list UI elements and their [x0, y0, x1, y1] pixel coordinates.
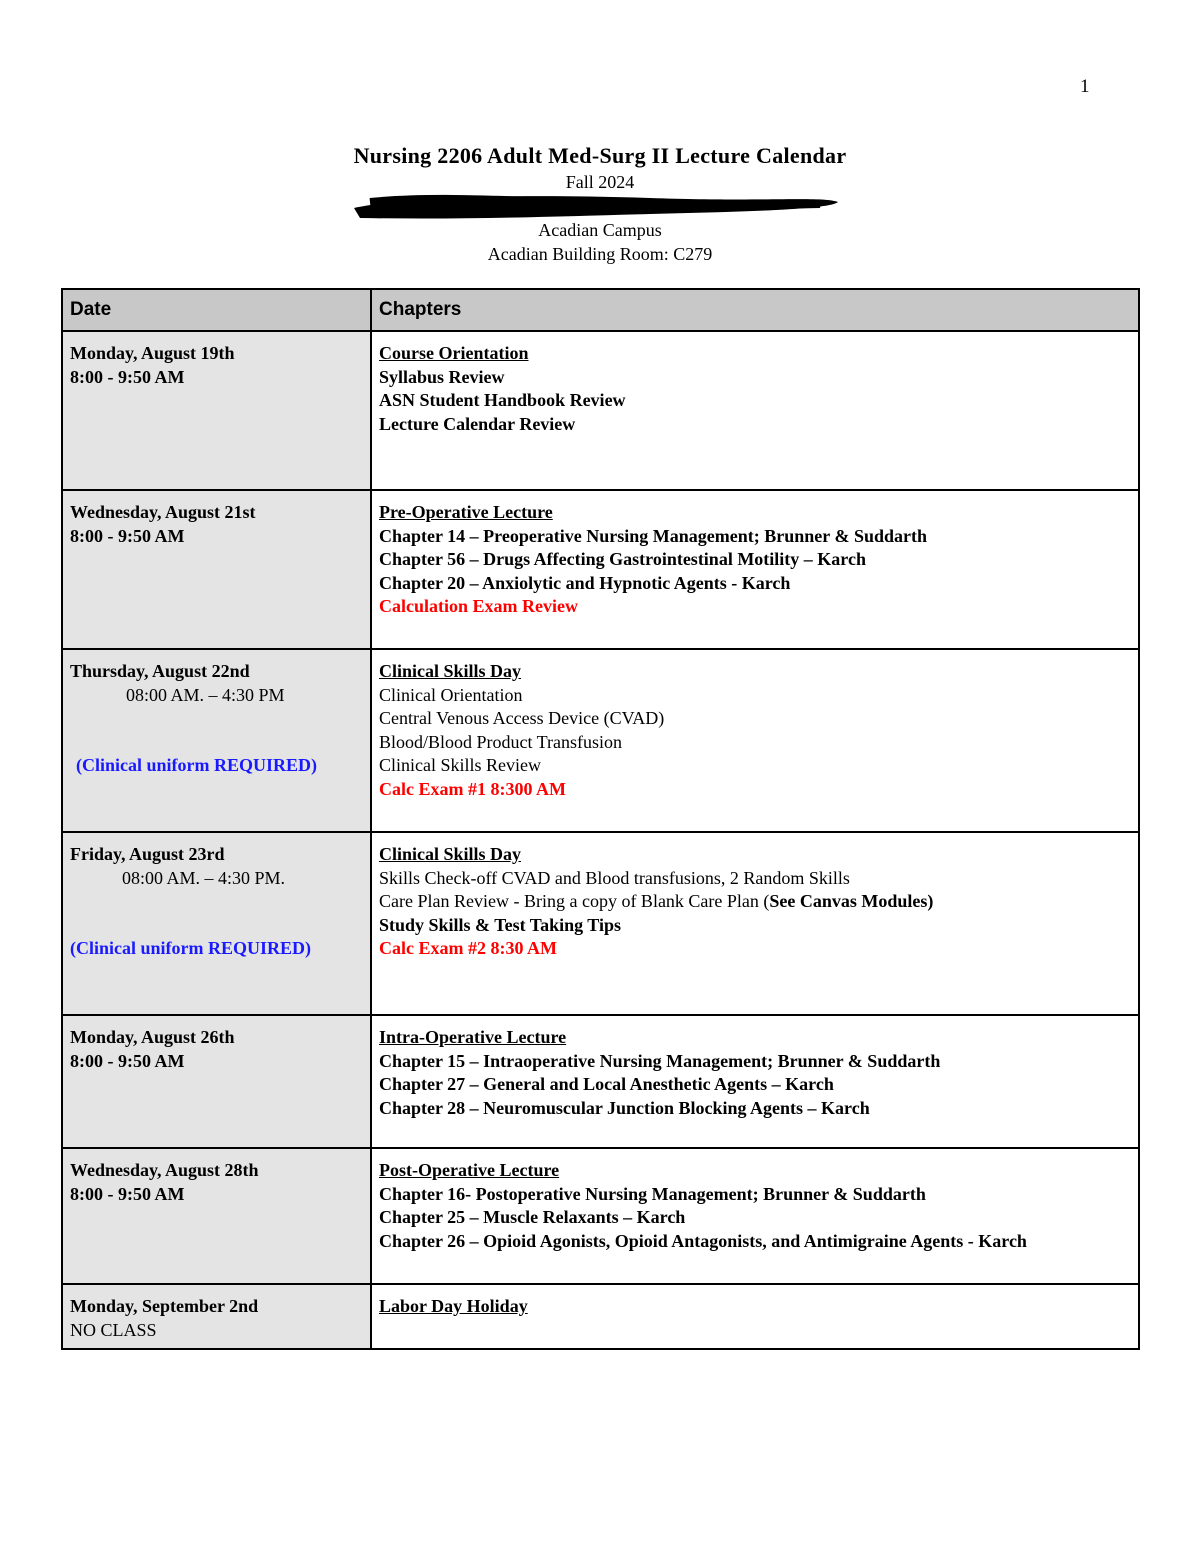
table-row [62, 832, 1139, 1015]
room: Acadian Building Room: C279 [487, 244, 713, 264]
table-header-row [62, 289, 1139, 331]
exam-alert: Calculation Exam Review [379, 596, 578, 616]
list-item: Chapter 25 – Muscle Relaxants – Karch [379, 1207, 686, 1227]
list-item: Chapter 15 – Intraoperative Nursing Management; Brunner & Suddarth [379, 1050, 941, 1071]
list-item: Chapter 14 – Preoperative Nursing Management; Brunner & Suddarth [379, 525, 927, 546]
chapters-cell [371, 1015, 1139, 1148]
exam-alert: Calc Exam #2 8:30 AM [379, 938, 557, 958]
canvas-modules-ref: See Canvas Modules) [769, 891, 934, 911]
date-label: Monday, September 2nd [70, 1296, 259, 1316]
document-title: Nursing 2206 Adult Med-Surg II Lecture Calendar [353, 143, 847, 168]
uniform-note: (Clinical uniform REQUIRED) [76, 755, 318, 775]
time-label: 08:00 AM. – 4:30 PM. [122, 867, 286, 888]
table-row [62, 1284, 1139, 1349]
topic-title: Labor Day Holiday [379, 1296, 528, 1316]
list-item: Blood/Blood Product Transfusion [379, 731, 623, 752]
date-cell [62, 649, 371, 832]
date-label: Friday, August 23rd [70, 844, 225, 864]
term: Fall 2024 [565, 172, 635, 192]
list-item: Study Skills & Test Taking Tips [379, 914, 621, 935]
list-item: Clinical Orientation [379, 684, 523, 705]
date-label: Monday, August 19th [70, 343, 235, 363]
table-row [62, 1015, 1139, 1148]
date-cell [62, 1015, 371, 1148]
list-item: ASN Student Handbook Review [379, 390, 626, 410]
chapters-cell [371, 490, 1139, 649]
list-item: Chapter 20 – Anxiolytic and Hypnotic Agents - Karch [379, 572, 791, 593]
exam-alert: Calc Exam #1 8:300 AM [379, 778, 566, 799]
list-item: Chapter 16- Postoperative Nursing Management; Brunner & Suddarth [379, 1183, 926, 1204]
chapters-cell [371, 649, 1139, 832]
list-item: Lecture Calendar Review [379, 413, 576, 434]
date-label: Monday, August 26th [70, 1027, 235, 1047]
time-label: 08:00 AM. – 4:30 PM [126, 684, 285, 705]
time-label: 8:00 - 9:50 AM [70, 1050, 185, 1071]
list-item: Chapter 27 – General and Local Anesthetic Agents – Karch [379, 1074, 834, 1094]
redaction-scribble [350, 192, 842, 222]
date-cell [62, 1148, 371, 1284]
time-label: 8:00 - 9:50 AM [70, 366, 185, 387]
column-header-date: Date [62, 289, 371, 331]
topic-title: Clinical Skills Day [379, 844, 522, 864]
topic-title: Pre-Operative Lecture [379, 502, 553, 522]
care-plan-text: Care Plan Review - Bring a copy of Blank Care Plan ( [379, 891, 770, 911]
date-label: Wednesday, August 28th [70, 1160, 259, 1180]
date-cell [62, 832, 371, 1015]
chapters-cell [371, 1284, 1139, 1349]
topic-title: Post-Operative Lecture [379, 1160, 560, 1180]
chapters-cell [371, 1148, 1139, 1284]
time-label: 8:00 - 9:50 AM [70, 1183, 185, 1204]
list-item [379, 890, 1131, 914]
date-cell [62, 1284, 371, 1349]
table-row [62, 649, 1139, 832]
time-label: 8:00 - 9:50 AM [70, 525, 185, 546]
lecture-calendar-table [61, 288, 1140, 1350]
chapters-cell [371, 832, 1139, 1015]
date-label: Thursday, August 22nd [70, 661, 250, 681]
time-label: NO CLASS [70, 1319, 157, 1340]
table-row [62, 490, 1139, 649]
topic-title: Clinical Skills Day [379, 661, 522, 681]
list-item: Chapter 56 – Drugs Affecting Gastrointestinal Motility – Karch [379, 549, 866, 569]
list-item: Central Venous Access Device (CVAD) [379, 708, 665, 728]
date-cell [62, 490, 371, 649]
list-item: Chapter 28 – Neuromuscular Junction Blocking Agents – Karch [379, 1097, 870, 1118]
table-row [62, 1148, 1139, 1284]
list-item: Clinical Skills Review [379, 755, 541, 775]
date-cell [62, 331, 371, 490]
date-label: Wednesday, August 21st [70, 502, 256, 522]
list-item: Syllabus Review [379, 366, 505, 387]
campus: Acadian Campus [538, 220, 662, 240]
column-header-chapters: Chapters [371, 289, 1139, 331]
page-number: 1 [1080, 76, 1090, 97]
list-item: Skills Check-off CVAD and Blood transfusions, 2 Random Skills [379, 867, 850, 888]
chapters-cell [371, 331, 1139, 490]
uniform-note: (Clinical uniform REQUIRED) [70, 938, 312, 958]
list-item: Chapter 26 – Opioid Agonists, Opioid Antagonists, and Antimigraine Agents - Karch [379, 1230, 1027, 1251]
topic-title: Course Orientation [379, 343, 529, 363]
topic-title: Intra-Operative Lecture [379, 1027, 567, 1047]
table-row [62, 331, 1139, 490]
